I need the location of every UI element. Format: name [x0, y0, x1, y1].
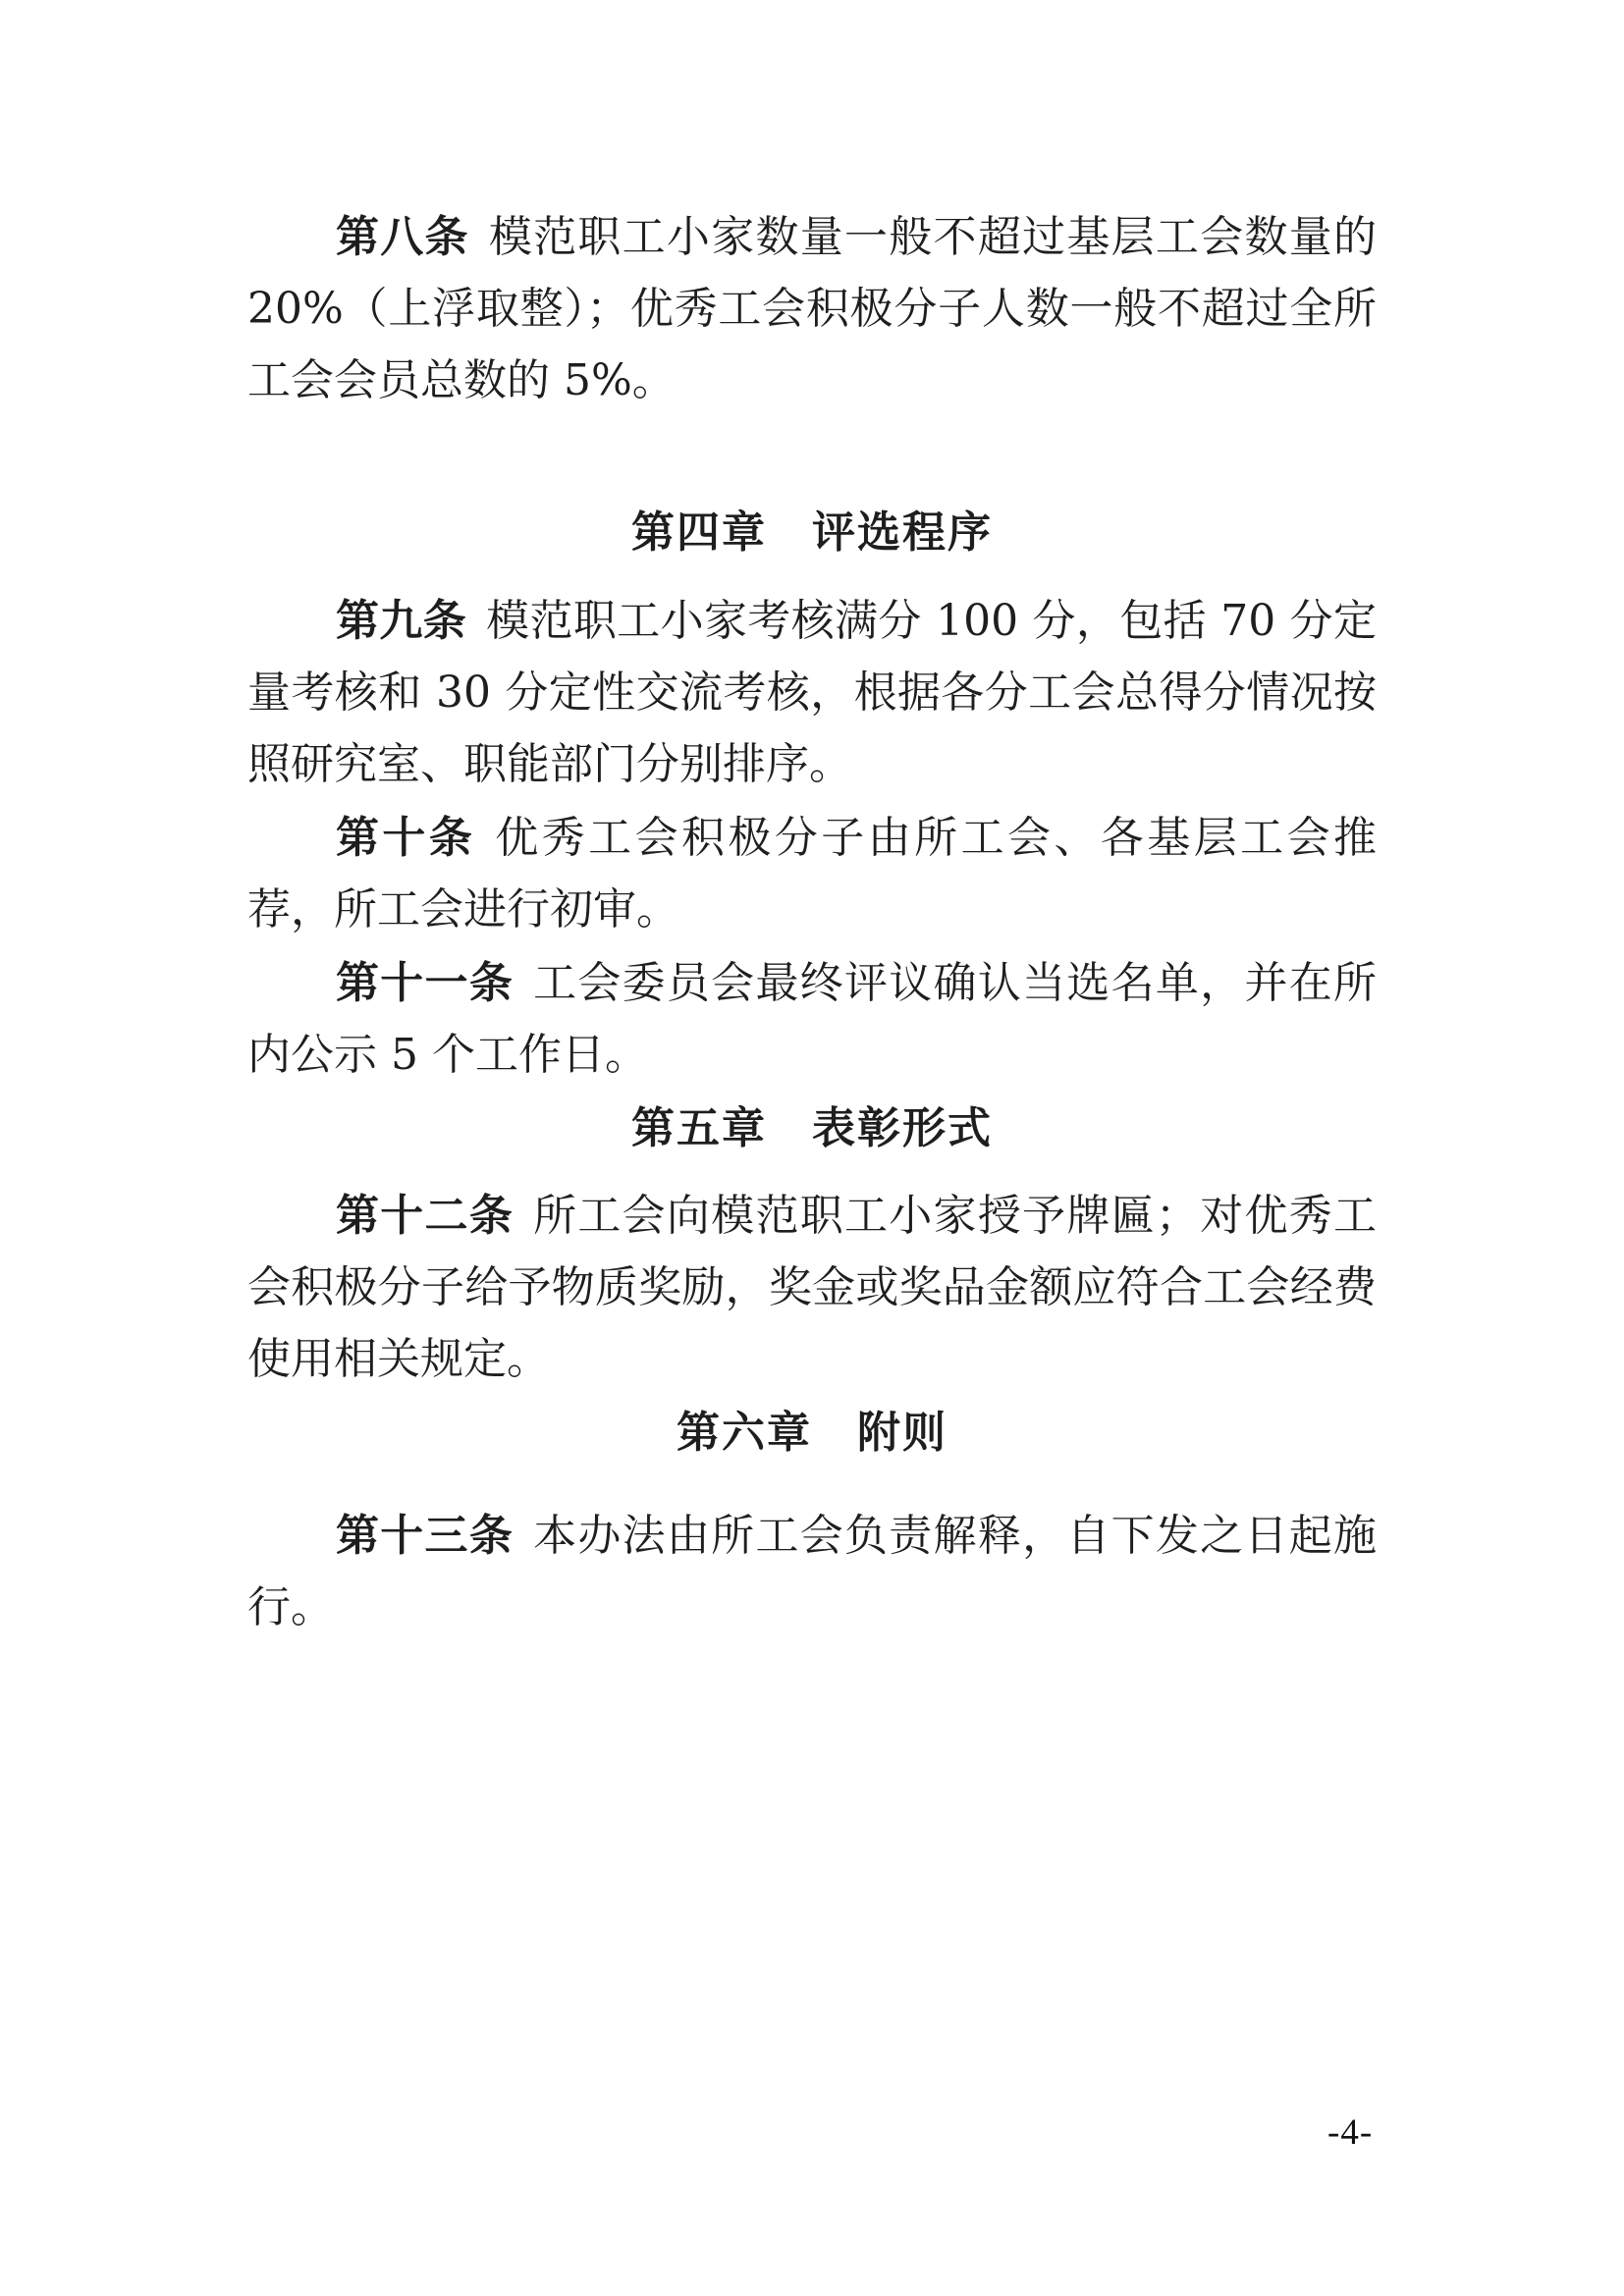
article-13-text: 本办法由所工会负责解释，自下发之日起施行。	[247, 1511, 1378, 1632]
article-12-label: 第十二条	[336, 1191, 514, 1241]
article-8-text: 模范职工小家数量一般不超过基层工会数量的20%（上浮取整）；优秀工会积极分子人数一般不超过全所工会会员总数的 5%。	[247, 212, 1378, 405]
article-8	[247, 201, 1377, 416]
chapter-5-heading: 第五章 表彰形式	[631, 1103, 993, 1153]
chapter-4-heading: 第四章 评选程序	[631, 507, 993, 558]
article-10	[247, 802, 1377, 945]
article-13	[247, 1500, 1377, 1643]
article-10-label: 第十条	[336, 813, 476, 863]
article-10-text: 优秀工会积极分子由所工会、各基层工会推荐，所工会进行初审。	[247, 813, 1378, 934]
article-12-text: 所工会向模范职工小家授予牌匾；对优秀工会积极分子给予物质奖励，奖金或奖品金额应符合工会经费使用相关规定。	[247, 1191, 1378, 1384]
article-9	[247, 585, 1377, 800]
article-8-label: 第八条	[336, 212, 469, 262]
page-number: -4-	[1327, 2112, 1374, 2153]
article-13-label: 第十三条	[336, 1511, 514, 1561]
article-11-label: 第十一条	[336, 958, 514, 1008]
article-9-label: 第九条	[336, 596, 467, 646]
chapter-6-heading: 第六章 附则	[677, 1408, 947, 1458]
article-11	[247, 947, 1377, 1091]
article-12	[247, 1180, 1377, 1395]
article-9-text: 模范职工小家考核满分 100 分，包括 70 分定量考核和 30 分定性交流考核，根据各分工会总得分情况按照研究室、职能部门分别排序。	[247, 596, 1378, 789]
document-body	[247, 199, 1377, 1645]
article-11-text: 工会委员会最终评议确认当选名单，并在所内公示 5 个工作日。	[247, 958, 1378, 1080]
